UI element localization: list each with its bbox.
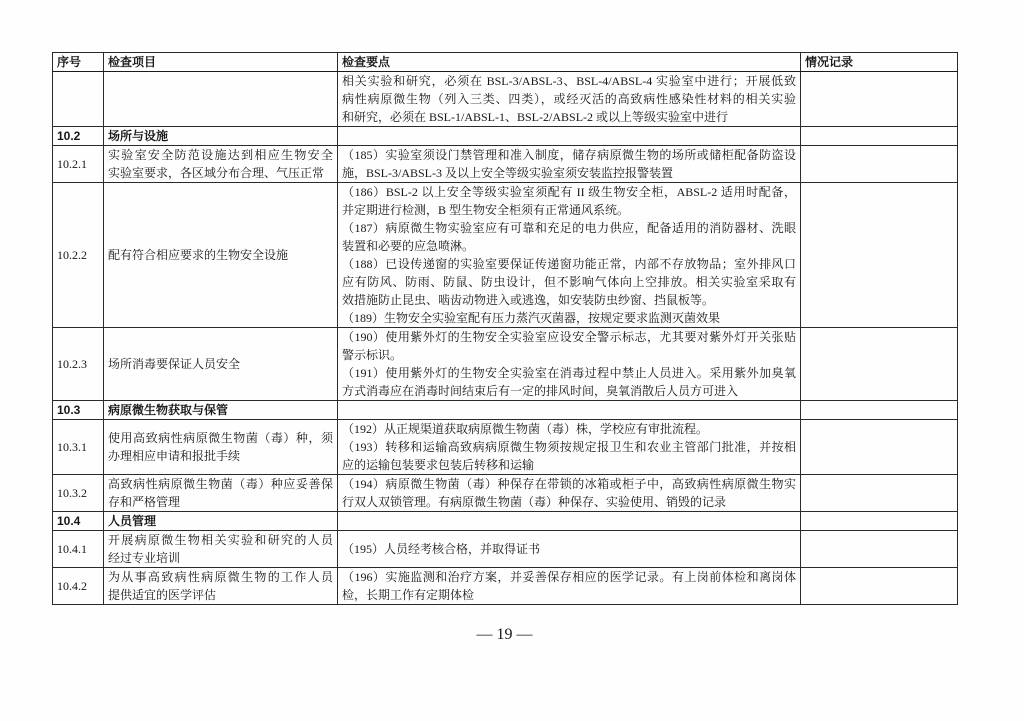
header-record: 情况记录 <box>801 53 958 72</box>
point-line: 并定期进行检测，B 型生物安全柜须有正常通风系统。 <box>342 203 630 217</box>
serial-no-cell: 10.4.2 <box>53 568 104 605</box>
point-line: （187）病原微生物实验室应有可靠和充足的电力供应，配备适用的消防器材、洗眼 <box>342 221 796 235</box>
serial-no-cell: 10.2.1 <box>53 146 104 183</box>
checkpoint-paragraph <box>342 183 796 219</box>
section-title: 人员管理 <box>104 512 338 531</box>
checkpoint-paragraph <box>342 309 796 327</box>
inspection-points-cell <box>338 531 801 568</box>
inspection-points-cell <box>338 328 801 401</box>
item-line: 提供适宜的医学评估 <box>108 588 217 602</box>
inspection-item-cell <box>104 328 338 401</box>
point-line: （188）已设传递窗的实验室要保证传递窗功能正常，内部不存放物品；室外排风口 <box>342 257 796 271</box>
checkpoint-paragraph <box>342 146 796 182</box>
inspection-points-cell <box>338 401 801 420</box>
item-text <box>108 429 333 465</box>
checkpoint-paragraph <box>342 568 796 604</box>
section-row <box>53 401 958 420</box>
inspection-points-cell <box>338 475 801 512</box>
record-cell <box>801 127 958 146</box>
checkpoint-paragraph <box>342 72 796 126</box>
table-row <box>53 568 958 605</box>
inspection-item-cell <box>104 531 338 568</box>
serial-no-cell: 10.3.2 <box>53 475 104 512</box>
item-line: 开展病原微生物相关实验和研究的人员 <box>108 533 333 547</box>
point-line: （185）实验室须设门禁管理和准入制度，储存病原微生物的场所或储柜配备防盗设 <box>342 148 796 162</box>
section-title: 病原微生物获取与保管 <box>104 401 338 420</box>
checkpoint-paragraph <box>342 475 796 511</box>
point-line: 行双人双锁管理。有病原微生物菌（毒）种保存、实验使用、销毁的记录 <box>342 495 727 509</box>
item-line: 配有符合相应要求的生物安全设施 <box>108 248 289 262</box>
item-line: 为从事高致病性病原微生物的工作人员 <box>108 570 333 584</box>
inspection-points-cell <box>338 420 801 475</box>
point-line: 应的运输包装要求包装后转移和运输 <box>342 458 535 472</box>
inspection-item-cell <box>104 420 338 475</box>
item-line: 存和严格管理 <box>108 495 181 509</box>
point-line: 相关实验和研究，必须在 BSL-3/ABSL-3、BSL-4/ABSL-4 实验室中进行；开展低致 <box>342 74 796 88</box>
section-number: 10.2 <box>53 127 104 146</box>
record-cell <box>801 401 958 420</box>
section-row <box>53 512 958 531</box>
table-row <box>53 146 958 183</box>
checkpoint-paragraph <box>342 540 796 558</box>
section-row <box>53 127 958 146</box>
point-line: （196）实施监测和治疗方案，并妥善保存相应的医学记录。有上岗前体检和离岗体 <box>342 570 796 584</box>
inspection-points-cell <box>338 183 801 328</box>
point-line: 应有防风、防雨、防鼠、防虫设计，但不影响气体向上空排放。相关实验室采取有 <box>342 275 796 289</box>
item-line: 场所消毒要保证人员安全 <box>108 357 241 371</box>
serial-no-cell: 10.3.1 <box>53 420 104 475</box>
point-line: （194）病原微生物菌（毒）种保存在带锁的冰箱或柜子中，高致病性病原微生物实 <box>342 477 796 491</box>
header-serial-no: 序号 <box>53 53 104 72</box>
point-line: （193）转移和运输高致病病原微生物须按规定报卫生和农业主管部门批准，并按相 <box>342 440 796 454</box>
checkpoint-paragraph <box>342 255 796 309</box>
inspection-points-cell <box>338 568 801 605</box>
point-line: （191）使用紫外灯的生物安全实验室在消毒过程中禁止人员进入。采用紫外加臭氧 <box>342 366 796 380</box>
checkpoint-paragraph <box>342 420 796 438</box>
point-line: （192）从正规渠道获取病原微生物菌（毒）株，学校应有审批流程。 <box>342 422 709 436</box>
item-line: 办理相应申请和报批手续 <box>108 449 241 463</box>
checkpoint-paragraph <box>342 438 796 474</box>
record-cell <box>801 512 958 531</box>
item-text <box>108 531 333 567</box>
checkpoint-paragraph <box>342 328 796 364</box>
inspection-table <box>52 52 958 605</box>
item-text <box>108 146 333 182</box>
inspection-item-cell <box>104 568 338 605</box>
serial-no-cell: 10.4.1 <box>53 531 104 568</box>
record-cell <box>801 568 958 605</box>
point-line: 病性病原微生物（列入三类、四类），或经灭活的高致病性感染性材料的相关实验 <box>342 92 796 106</box>
section-title: 场所与设施 <box>104 127 338 146</box>
page-number: — 19 — <box>476 626 533 643</box>
record-cell <box>801 475 958 512</box>
point-line: （189）生物安全实验室配有压力蒸汽灭菌器，按规定要求监测灭菌效果 <box>342 311 721 325</box>
item-line: 实验室要求，各区域分布合理、气压正常 <box>108 166 325 180</box>
item-line: 高致病性病原微生物菌（毒）种应妥善保 <box>108 477 333 491</box>
item-text <box>108 475 333 511</box>
inspection-item-cell <box>104 183 338 328</box>
checkpoint-paragraph <box>342 219 796 255</box>
table-row <box>53 328 958 401</box>
point-line: （186）BSL-2 以上安全等级实验室须配有 II 级生物安全柜，ABSL-2 适用时配备， <box>342 185 796 199</box>
point-line: （195）人员经考核合格，并取得证书 <box>342 542 541 556</box>
inspection-item-cell <box>104 72 338 127</box>
point-line: 装置和必要的应急喷淋。 <box>342 239 475 253</box>
point-line: （190）使用紫外灯的生物安全实验室应设安全警示标志，尤其要对紫外灯开关张贴 <box>342 330 796 344</box>
table-row <box>53 183 958 328</box>
section-number: 10.3 <box>53 401 104 420</box>
document-page <box>52 52 957 605</box>
inspection-points-cell <box>338 127 801 146</box>
serial-no-cell: 10.2.3 <box>53 328 104 401</box>
item-text <box>108 246 333 264</box>
checkpoint-paragraph <box>342 364 796 400</box>
point-line: 检，长期工作有定期体检 <box>342 588 475 602</box>
inspection-points-cell <box>338 512 801 531</box>
item-line: 实验室安全防范设施达到相应生物安全 <box>108 148 333 162</box>
point-line: 施，BSL-3/ABSL-3 及以上安全等级实验室须安装监控报警装置 <box>342 166 674 180</box>
table-header-row <box>53 53 958 72</box>
serial-no-cell: 10.2.2 <box>53 183 104 328</box>
item-line: 使用高致病性病原微生物菌（毒）种，须 <box>108 431 333 445</box>
item-line: 经过专业培训 <box>108 551 181 565</box>
record-cell <box>801 146 958 183</box>
header-inspection-item: 检查项目 <box>104 53 338 72</box>
table-row <box>53 475 958 512</box>
record-cell <box>801 328 958 401</box>
record-cell <box>801 531 958 568</box>
section-number: 10.4 <box>53 512 104 531</box>
point-line: 和研究，必须在 BSL-1/ABSL-1、BSL-2/ABSL-2 或以上等级实验室中进行 <box>342 110 729 124</box>
item-text <box>108 355 333 373</box>
record-cell <box>801 183 958 328</box>
serial-no-cell <box>53 72 104 127</box>
inspection-points-cell <box>338 146 801 183</box>
inspection-item-cell <box>104 146 338 183</box>
point-line: 效措施防止昆虫、啮齿动物进入或逃逸，如安装防虫纱窗、挡鼠板等。 <box>342 293 715 307</box>
table-row <box>53 72 958 127</box>
point-line: 警示标识。 <box>342 348 403 362</box>
header-inspection-points: 检查要点 <box>338 53 801 72</box>
record-cell <box>801 420 958 475</box>
record-cell <box>801 72 958 127</box>
inspection-points-cell <box>338 72 801 127</box>
point-line: 方式消毒应在消毒时间结束后有一定的排风时间，臭氧消散后人员方可进入 <box>342 384 739 398</box>
table-row <box>53 531 958 568</box>
item-text <box>108 568 333 604</box>
inspection-item-cell <box>104 475 338 512</box>
table-row <box>53 420 958 475</box>
